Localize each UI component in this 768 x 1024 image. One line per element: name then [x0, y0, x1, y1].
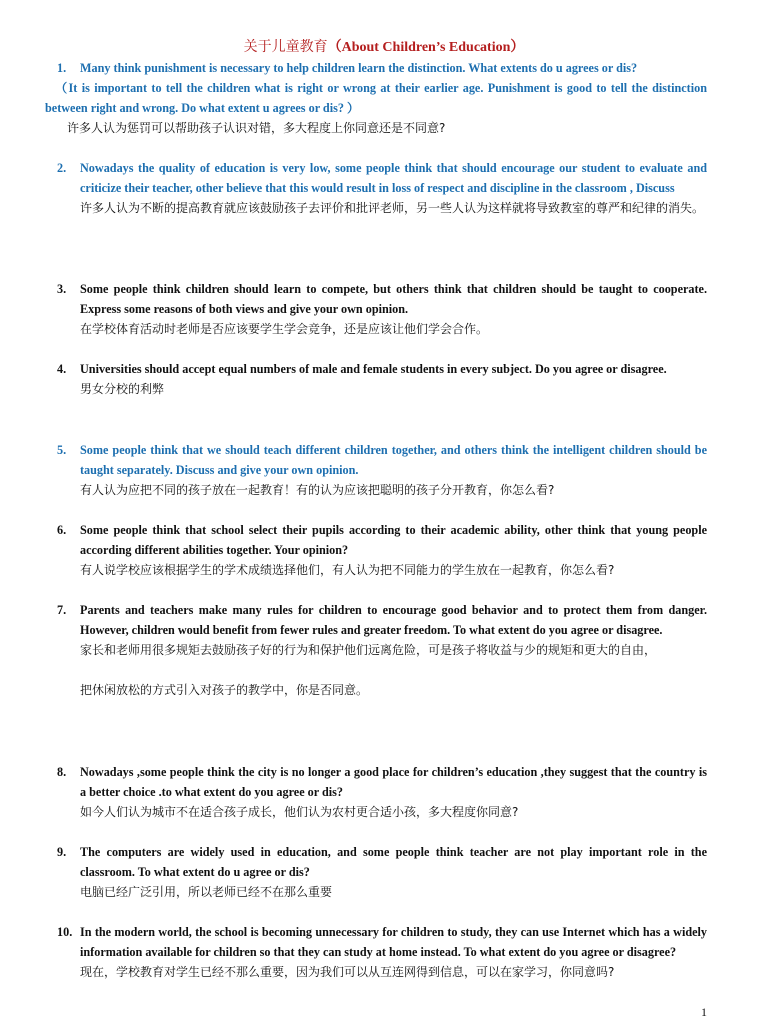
question-item-5 [57, 440, 707, 500]
question-translation-extra: 把休闲放松的方式引入对孩子的教学中，你是否同意。 [80, 683, 369, 697]
question-text: Some people think children should learn to compete, but others think that children should be taught to cooperate. Express some reasons of both views and give your own opinion. [80, 282, 707, 316]
question-subtext: （It is important to tell the children what is right or wrong at their earlier age. Punishment is good to tell the distinction between right and wrong. Do what extent u agrees or dis? ） [45, 81, 707, 115]
page-title [0, 36, 768, 56]
question-translation: 有人说学校应该根据学生的学术成绩选择他们，有人认为把不同能力的学生放在一起教育，你怎么看? [80, 563, 615, 577]
question-translation: 电脑已经广泛引用，所以老师已经不在那么重要 [80, 885, 333, 899]
question-number: 8. [57, 765, 67, 779]
question-item-9 [57, 842, 707, 902]
question-translation: 在学校体育活动时老师是否应该要学生学会竞争，还是应该让他们学会合作。 [80, 322, 489, 336]
question-text: Many think punishment is necessary to help children learn the distinction. What extents do u agrees or dis? [80, 61, 638, 75]
question-item-4 [57, 359, 707, 399]
question-text: In the modern world, the school is becoming unnecessary for children to study, they can use Internet which has a widely information available for children so that they can study at home instead. To what extent do you agree or disagree? [80, 925, 707, 959]
question-number: 10. [57, 925, 73, 939]
question-number: 9. [57, 845, 67, 859]
question-item-6 [57, 520, 707, 580]
question-text: Some people think that school select their pupils according to their academic ability, other think that young people according different abilities together. Your opinion? [80, 523, 707, 557]
question-item-8 [57, 762, 707, 822]
title-en: （About Children’s Education） [327, 40, 525, 55]
question-item-1 [45, 58, 707, 138]
question-number: 7. [57, 603, 67, 617]
question-item-10 [57, 922, 707, 982]
question-translation: 现在，学校教育对学生已经不那么重要，因为我们可以从互连网得到信息，可以在家学习，你同意吗? [80, 965, 615, 979]
question-number: 5. [57, 443, 67, 457]
question-text: Universities should accept equal numbers of male and female students in every subject. Do you agree or disagree. [80, 362, 667, 376]
question-translation: 男女分校的利弊 [80, 382, 165, 396]
question-number: 4. [57, 362, 67, 376]
question-item-7 [57, 600, 707, 700]
question-text: Nowadays ,some people think the city is no longer a good place for children’s education ,they suggest that the country is a better choice .to what extent do you agree or dis? [80, 765, 707, 799]
question-text: Parents and teachers make many rules for children to encourage good behavior and to protect them from danger. However, children would benefit from fewer rules and greater freedom. To what extent do you agree or disagree. [80, 603, 707, 637]
question-text: The computers are widely used in education, and some people think teacher are not play important role in the classroom. To what extent do u agree or dis? [80, 845, 707, 879]
page-number: 1 [701, 1005, 707, 1019]
question-translation: 家长和老师用很多规矩去鼓励孩子好的行为和保护他们远离危险，可是孩子将收益与少的规矩和更大的自由， [80, 643, 657, 657]
question-number: 2. [57, 161, 67, 175]
question-number: 1. [57, 61, 67, 75]
question-translation: 许多人认为不断的提高教育就应该鼓励孩子去评价和批评老师，另一些人认为这样就将导致教室的尊严和纪律的消失。 [80, 201, 705, 215]
question-item-2 [57, 158, 707, 218]
question-translation: 有人认为应把不同的孩子放在一起教育！有的认为应该把聪明的孩子分开教育，你怎么看? [80, 483, 555, 497]
question-number: 3. [57, 282, 67, 296]
question-translation: 许多人认为惩罚可以帮助孩子认识对错，多大程度上你同意还是不同意? [67, 121, 446, 135]
question-text: Some people think that we should teach different children together, and others think the intelligent children should be taught separately. Discuss and give your own opinion. [80, 443, 707, 477]
title-zh: 关于儿童教育 [243, 39, 328, 55]
question-number: 6. [57, 523, 67, 537]
question-text: Nowadays the quality of education is very low, some people think that should encourage our student to evaluate and criticize their teacher, other believe that this would result in loss of respect and discipline in the classroom , Discuss [80, 161, 707, 195]
question-item-3 [57, 279, 707, 339]
question-translation: 如今人们认为城市不在适合孩子成长，他们认为农村更合适小孩，多大程度你同意? [80, 805, 519, 819]
